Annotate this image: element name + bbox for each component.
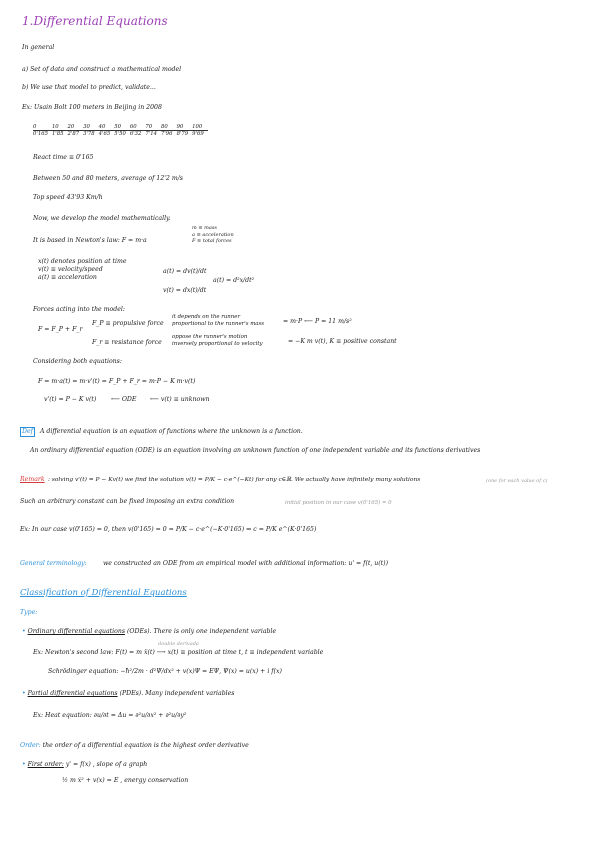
newton-example: Ex: Newton's second law: F(t) = m ẍ(t) ⟶ x(t) ≡ position at time t, t ≡ independent variable: [33, 649, 324, 656]
ode-equation: v'(t) = P − K v(t): [44, 396, 97, 403]
velocity-derivative: v(t) = dx(t)/dt: [163, 287, 207, 294]
bullet-dot: •: [22, 761, 26, 768]
order-definition: [20, 742, 249, 750]
order-text: the order of a differential equation is the highest order derivative: [40, 742, 249, 749]
table-cell: 0'165: [33, 131, 48, 137]
table-cell: 30: [83, 124, 99, 131]
general-terminology-text: we constructed an ODE from an empirical model with additional information: u' = f(t, u(t)): [103, 560, 388, 567]
type-label: Type:: [20, 609, 38, 616]
remark-note: (one for each value of c): [486, 478, 548, 484]
acceleration-derivative: a(t) = dv(t)/dt: [163, 268, 207, 275]
table-cell: 40: [99, 124, 115, 131]
def-line: x(t) denotes position at time: [38, 258, 127, 265]
table-cell: 7'14: [145, 131, 157, 137]
react-time: React time ≡ 0'165: [33, 154, 94, 161]
def-line: a(t) ≡ acceleration: [38, 274, 97, 281]
def-line: v(t) ≡ velocity/speed: [38, 266, 103, 273]
example-case: Ex: In our case v(0'165) = 0, then v(0'165) = 0 = P/K − c·e^(−K·0'165) ⇒ c = P/K e^(K·0'165): [20, 526, 317, 533]
table-cell: 5'50: [114, 131, 126, 137]
table-cell: 20: [68, 124, 84, 131]
bolt-split-table: [33, 124, 208, 137]
energy-conservation: ½ m ẋ² + v(x) = E , energy conservation: [62, 777, 189, 784]
table-cell: 3'78: [83, 131, 95, 137]
desc-line: inversely proportional to velocity: [172, 341, 263, 347]
acceleration-second-derivative: a(t) = d²x/dt²: [213, 277, 255, 284]
remark-label: Remark: [20, 476, 45, 483]
table-cell: 60: [130, 124, 146, 131]
pde-term: Partial differential equations: [27, 690, 118, 697]
definition-text: A differential equation is an equation of functions where the unknown is a function.: [40, 428, 303, 435]
first-order-label: First order:: [27, 761, 64, 768]
table-cell: 100: [192, 124, 208, 131]
ode-term: Ordinary differential equations: [27, 628, 126, 635]
table-cell: 80: [161, 124, 177, 131]
ode-description: (ODEs). There is only one independent variable: [125, 628, 277, 635]
ode-definition: An ordinary differential equation (ODE) is an equation involving an unknown function of one independent variable and its functions derivatives: [30, 447, 481, 454]
average-speed: Between 50 and 80 meters, average of 12'2 m/s: [33, 175, 183, 182]
brace-line: m ≡ mass: [192, 225, 217, 231]
force-sum: F = F_P + F_r: [38, 326, 83, 333]
table-row-time: [33, 131, 208, 138]
arbitrary-constant: Such an arbitrary constant can be fixed imposing an extra condition: [20, 498, 235, 505]
in-general-heading: In general: [22, 44, 55, 51]
resistance-description: [172, 334, 263, 348]
table-cell: 6'32: [129, 131, 142, 137]
item-b: b) We use that model to predict, validate...: [22, 84, 156, 91]
definition-badge: Def: [22, 428, 33, 435]
table-cell: 1'85: [51, 131, 64, 137]
classification-heading: Classification of Differential Equations: [20, 588, 187, 598]
ode-bullet: [22, 628, 276, 636]
newton-brace: [192, 225, 234, 245]
variable-definitions: [38, 258, 127, 282]
table-cell: 7'96: [160, 131, 173, 137]
general-terminology-label: General terminology:: [20, 560, 87, 567]
propulsive-force: F_P ≡ propulsive force: [92, 320, 164, 327]
double-derivative-note: double derivada: [158, 641, 199, 647]
table-cell: 0: [33, 124, 52, 131]
top-speed: Top speed 43'93 Km/h: [33, 194, 103, 201]
propulsive-result: = m·P ⟵ P = 11 m/s²: [283, 318, 352, 325]
combined-equation: F = m·a(t) = m·v'(t) = F_P + F_r = m·P − K m·v(t): [38, 378, 196, 385]
ode-label: ⟵ ODE: [111, 396, 137, 403]
table-cell: 90: [177, 124, 193, 131]
unknown-label: ⟵ v(t) ≡ unknown: [150, 396, 210, 403]
resistance-force: F_r ≡ resistance force: [92, 339, 162, 346]
example-bolt: Ex: Usain Bolt 100 meters in Beijing in 2008: [22, 104, 162, 111]
propulsive-description: [172, 314, 264, 328]
heat-equation: Ex: Heat equation: ∂u/∂t = Δu = ∂²u/∂x² + ∂²u/∂y²: [33, 712, 187, 719]
brace-line: F ≡ total forces: [192, 238, 232, 244]
bullet-dot: •: [22, 628, 26, 635]
forces-title: Forces acting into the model:: [33, 306, 125, 313]
first-order-bullet: [22, 761, 147, 769]
table-cell: 9'69: [192, 131, 204, 137]
resistance-result: = −K m v(t), K ≡ positive constant: [288, 338, 397, 345]
table-cell: 10: [52, 124, 68, 131]
desc-line: oppose the runner's motion: [172, 334, 248, 340]
desc-line: proportional to the runner's mass: [172, 321, 265, 327]
order-label: Order:: [20, 742, 41, 749]
page-title: 1.Differential Equations: [22, 14, 168, 28]
remark-text: : solving v'(t) = P − Kv(t) we find the solution v(t) = P/K − c·e^(−Kt) for any c∈ℝ. We actually have infinitely many solutions: [48, 477, 421, 483]
table-cell: 70: [145, 124, 161, 131]
brace-line: a ≡ acceleration: [192, 231, 234, 238]
table-cell: 4'65: [98, 131, 111, 137]
considering-heading: Considering both equations:: [33, 358, 122, 365]
initial-condition-note: initial position in our case v(0'165) = 0: [285, 500, 392, 506]
table-cell: 8'79: [176, 131, 189, 137]
pde-description: (PDEs). Many independent variables: [117, 690, 235, 697]
table-cell: 50: [114, 124, 130, 131]
first-order-text: y' = f(x) , slope of a graph: [63, 761, 148, 768]
pde-bullet: [22, 690, 234, 698]
item-a: a) Set of data and construct a mathematical model: [22, 66, 182, 73]
model-intro: Now, we develop the model mathematically.: [33, 215, 171, 222]
bullet-dot: •: [22, 690, 26, 697]
table-cell: 2'87: [67, 131, 80, 137]
desc-line: it depends on the runner: [172, 314, 241, 320]
schrodinger-equation: Schrödinger equation: −ħ²/2m · d²Ψ/dx² + v(x)Ψ = EΨ, Ψ(x) = u(x) + i f(x): [48, 668, 282, 675]
newton-law: It is based in Newton's law: F = m·a: [33, 237, 147, 244]
